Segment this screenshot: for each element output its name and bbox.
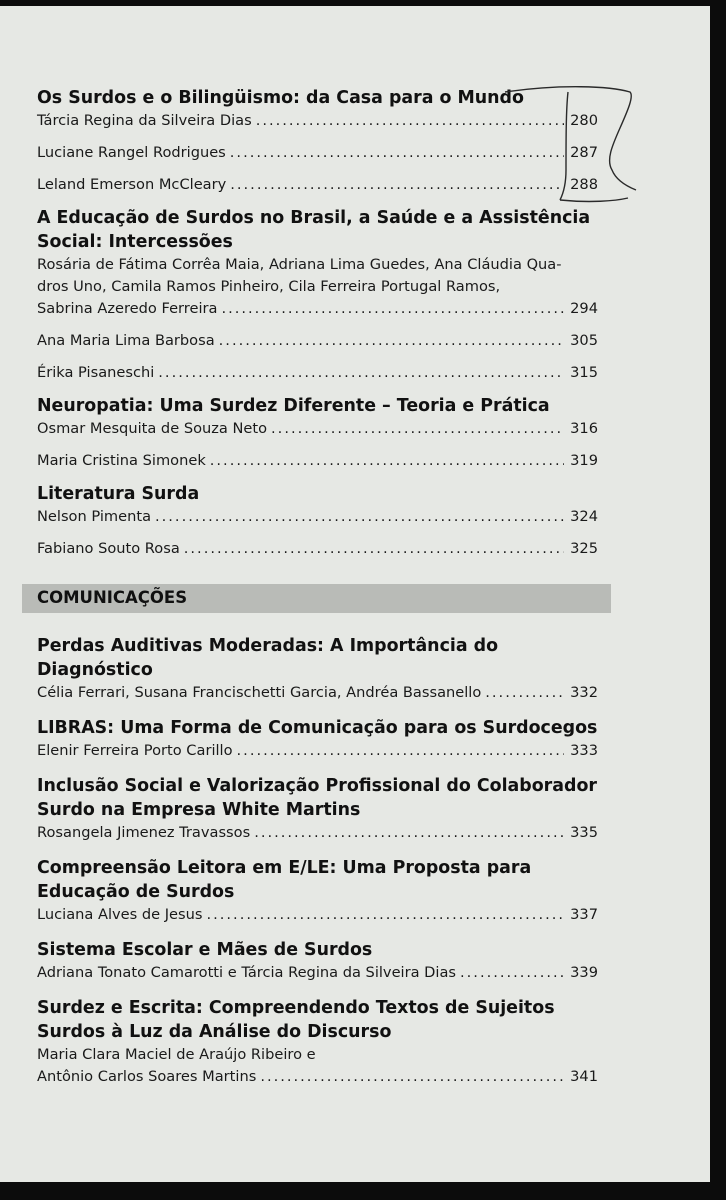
toc-line (37, 1066, 598, 1088)
toc-entry (37, 716, 598, 762)
author-name: Elenir Ferreira Porto Carillo (37, 742, 233, 759)
author-name: Nelson Pimenta (37, 508, 152, 525)
page-number: 287 (570, 144, 598, 161)
toc-line (37, 110, 598, 132)
dot-leader (260, 1066, 564, 1088)
page-number: 280 (570, 112, 598, 129)
toc-entry (37, 482, 598, 560)
toc-line (37, 962, 598, 984)
page-number: 335 (570, 824, 598, 841)
toc-entry (37, 996, 598, 1088)
toc-entry (37, 206, 598, 384)
book-page (0, 6, 710, 1182)
dot-leader (237, 740, 565, 762)
toc-line (37, 682, 598, 704)
entry-title: A Educação de Surdos no Brasil, a Saúde e a Assistência Social: Intercessões (37, 208, 591, 252)
toc-entry (37, 938, 598, 984)
author-line: Rosária de Fátima Corrêa Maia, Adriana Lima Guedes, Ana Cláudia Qua- (37, 256, 562, 273)
page-number: 294 (570, 300, 598, 317)
toc-line (37, 298, 598, 320)
entry-title: Os Surdos e o Bilingüismo: da Casa para o Mundo (37, 88, 524, 108)
toc-entry (37, 86, 598, 196)
page-number: 339 (570, 964, 598, 981)
author-name: Célia Ferrari, Susana Francischetti Garcia, Andréa Bassanello (37, 684, 482, 701)
toc-entry (37, 634, 598, 704)
author-name: Sabrina Azeredo Ferreira (37, 300, 218, 317)
entry-title: Neuropatia: Uma Surdez Diferente – Teoria e Prática (37, 396, 550, 416)
dot-leader (155, 506, 564, 528)
entry-title: Compreensão Leitora em E/LE: Uma Proposta para Educação de Surdos (37, 858, 532, 902)
author-name: Ana Maria Lima Barbosa (37, 332, 215, 349)
author-name: Luciane Rangel Rodrigues (37, 144, 226, 161)
toc-line (37, 330, 598, 352)
author-name: Maria Cristina Simonek (37, 452, 206, 469)
page-number: 315 (570, 364, 598, 381)
page-number: 319 (570, 452, 598, 469)
author-name: Luciana Alves de Jesus (37, 906, 203, 923)
page-number: 341 (570, 1068, 598, 1085)
toc-section-1 (37, 86, 598, 560)
author-name: Osmar Mesquita de Souza Neto (37, 420, 268, 437)
toc-section-2 (37, 634, 598, 1088)
page-number: 325 (570, 540, 598, 557)
entry-title: Literatura Surda (37, 484, 200, 504)
author-name: Leland Emerson McCleary (37, 176, 227, 193)
toc-line (37, 822, 598, 844)
toc-line (37, 362, 598, 384)
dot-leader (485, 682, 564, 704)
page-number: 324 (570, 508, 598, 525)
dot-leader (184, 538, 564, 560)
dot-leader (158, 362, 564, 384)
author-name: Antônio Carlos Soares Martins (37, 1068, 257, 1085)
page-number: 337 (570, 906, 598, 923)
toc-entry (37, 394, 598, 472)
dot-leader (460, 962, 564, 984)
page-number: 288 (570, 176, 598, 193)
page-number: 305 (570, 332, 598, 349)
toc-line (37, 740, 598, 762)
toc-entry (37, 856, 598, 926)
dot-leader (271, 418, 564, 440)
toc-line (37, 904, 598, 926)
toc-line (37, 450, 598, 472)
toc-line (37, 538, 598, 560)
entry-title: Inclusão Social e Valorização Profissional do Colaborador Surdo na Empresa White Martins (37, 776, 597, 820)
author-name: Tárcia Regina da Silveira Dias (37, 112, 252, 129)
entry-title: Surdez e Escrita: Compreendendo Textos de Sujeitos Surdos à Luz da Análise do Discurso (37, 998, 555, 1042)
toc-line (37, 506, 598, 528)
entry-title: Perdas Auditivas Moderadas: A Importância do Diagnóstico (37, 636, 499, 680)
page-number: 333 (570, 742, 598, 759)
dot-leader (230, 174, 564, 196)
author-name: Rosangela Jimenez Travassos (37, 824, 251, 841)
author-line: Maria Clara Maciel de Araújo Ribeiro e (37, 1046, 316, 1063)
dot-leader (221, 298, 564, 320)
toc-line (37, 142, 598, 164)
entry-title: Sistema Escolar e Mães de Surdos (37, 940, 373, 960)
author-name: Adriana Tonato Camarotti e Tárcia Regina da Silveira Dias (37, 964, 457, 981)
section-band-label: COMUNICAÇÕES (37, 588, 188, 607)
dot-leader (219, 330, 564, 352)
author-name: Érika Pisaneschi (37, 364, 155, 381)
dot-leader (230, 142, 564, 164)
dot-leader (256, 110, 564, 132)
dot-leader (254, 822, 564, 844)
section-band (22, 584, 611, 613)
toc-entry (37, 774, 598, 844)
toc-line (37, 174, 598, 196)
page-number: 316 (570, 420, 598, 437)
dot-leader (210, 450, 564, 472)
author-line: dros Uno, Camila Ramos Pinheiro, Cila Ferreira Portugal Ramos, (37, 278, 501, 295)
page-number: 332 (570, 684, 598, 701)
entry-title: LIBRAS: Uma Forma de Comunicação para os Surdocegos (37, 718, 598, 738)
toc-line (37, 418, 598, 440)
author-name: Fabiano Souto Rosa (37, 540, 180, 557)
dot-leader (207, 904, 565, 926)
